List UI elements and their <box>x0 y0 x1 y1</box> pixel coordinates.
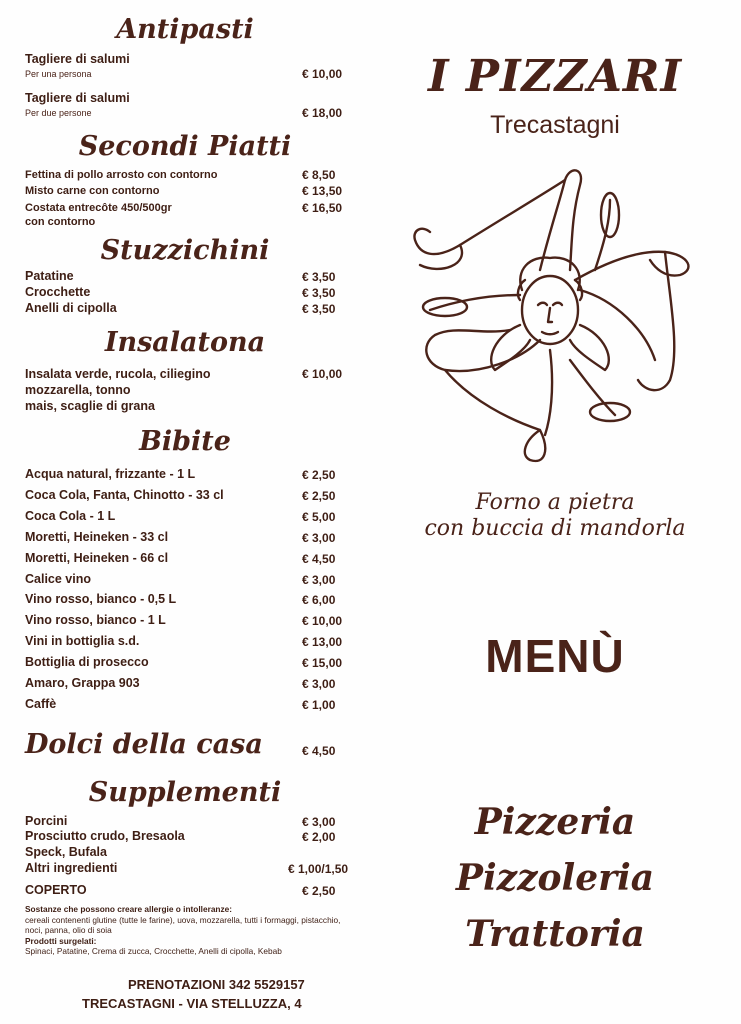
menu-item: Speck, Bufala <box>25 845 107 859</box>
menu-item-continued: mozzarella, tonno <box>25 383 131 397</box>
section-title-supplementi: Supplementi <box>88 777 282 808</box>
drink-price: € 10,00 <box>302 614 343 629</box>
drink-item: Acqua natural, frizzante - 1 L <box>25 467 196 481</box>
section-title-stuzzichini: Stuzzichini <box>100 235 270 266</box>
menu-item: Misto carne con contorno <box>25 185 160 197</box>
drink-price: € 3,00 <box>302 572 336 587</box>
menu-item-note: Per una persona <box>25 69 92 79</box>
town-name: Trecastagni <box>490 111 620 139</box>
drink-price: € 5,00 <box>302 509 336 524</box>
menu-item-price: € 3,00 <box>302 815 336 829</box>
drink-price: € 2,50 <box>302 468 336 482</box>
menu-item-price: € 1,00/1,50 <box>288 862 349 876</box>
drink-price: € 3,00 <box>302 677 336 691</box>
drink-item: Bottiglia di prosecco <box>25 655 149 670</box>
tagline-line2: con buccia di mandorla <box>424 516 686 541</box>
trinacria-icon <box>400 160 700 470</box>
section-title-insalatona: Insalatona <box>104 327 266 358</box>
drink-price: € 1,00 <box>302 697 336 712</box>
menu-item-price: € 16,50 <box>302 201 343 215</box>
coperto-price: € 2,50 <box>302 884 336 898</box>
booking-phone: PRENOTAZIONI 342 5529157 <box>128 977 305 992</box>
drink-price: € 3,00 <box>302 530 336 545</box>
coperto-label: COPERTO <box>25 883 87 897</box>
drink-item: Coca Cola - 1 L <box>25 508 116 523</box>
drink-item: Vino rosso, bianco - 1 L <box>25 613 166 628</box>
menu-item-price: € 13,50 <box>302 184 343 198</box>
menu-item-price: € 18,00 <box>302 106 343 120</box>
drink-item: Moretti, Heineken - 33 cl <box>25 529 169 544</box>
frozen-title: Prodotti surgelati: <box>25 935 97 946</box>
tagline-line1: Forno a pietra <box>475 490 635 515</box>
menu-item-price: € 8,50 <box>302 168 336 182</box>
type-pizzeria: Pizzeria <box>474 801 636 843</box>
type-trattoria: Trattoria <box>465 913 645 955</box>
drink-item: Caffè <box>25 696 57 711</box>
menu-item-price: € 3,50 <box>302 302 336 316</box>
menu-item: Fettina di pollo arrosto con contorno <box>25 169 218 181</box>
menu-item: Costata entrecôte 450/500gr <box>25 202 172 214</box>
section-title-antipasti: Antipasti <box>116 14 254 45</box>
menu-item: Altri ingredienti <box>25 861 118 875</box>
drink-price: € 15,00 <box>302 656 343 671</box>
menu-item: Porcini <box>25 814 68 828</box>
drink-price: € 2,50 <box>302 488 336 503</box>
section-title-secondi: Secondi Piatti <box>78 131 292 162</box>
address: TRECASTAGNI - VIA STELLUZZA, 4 <box>82 996 302 1011</box>
menu-item: Insalata verde, rucola, ciliegino <box>25 367 211 381</box>
drink-item: Calice vino <box>25 571 91 586</box>
drink-item: Vini in bottiglia s.d. <box>25 634 140 649</box>
menu-item-continued: con contorno <box>25 216 96 228</box>
menu-item: Anelli di cipolla <box>25 301 117 315</box>
type-pizzoleria: Pizzoleria <box>455 857 655 899</box>
allergen-notice <box>25 904 355 957</box>
drink-item: Vino rosso, bianco - 0,5 L <box>25 592 177 607</box>
drink-item: Coca Cola, Fanta, Chinotto - 33 cl <box>25 487 224 502</box>
menu-item-price: € 3,50 <box>302 270 336 284</box>
menu-item-price: € 3,50 <box>302 286 336 300</box>
section-title-dolci: Dolci della casa <box>25 729 263 760</box>
allergen-title: Sostanze che possono creare allergie o intolleranze: <box>25 904 233 914</box>
menu-item-price: € 4,50 <box>302 744 336 758</box>
section-title-bibite: Bibite <box>139 426 231 457</box>
menu-item: Patatine <box>25 269 74 283</box>
menu-item: Crocchette <box>25 285 91 299</box>
restaurant-name: I PIZZARI <box>427 51 683 102</box>
menu-item-price: € 10,00 <box>302 67 343 81</box>
drink-price: € 6,00 <box>302 593 336 608</box>
drink-item: Moretti, Heineken - 66 cl <box>25 550 169 565</box>
frozen-text: Spinaci, Patatine, Crema di zucca, Crocchette, Anelli di cipolla, Kebab <box>25 946 282 956</box>
menu-item: Tagliere di salumi <box>25 52 130 66</box>
drink-item: Amaro, Grappa 903 <box>25 676 140 690</box>
menu-item: Tagliere di salumi <box>25 91 130 105</box>
allergen-text: cereali contenenti glutine (tutte le farine), uova, mozzarella, tutti i formaggi, pistacchio, noci, panna, olio di soia <box>25 914 341 935</box>
menu-item: Prosciutto crudo, Bresaola <box>25 829 185 843</box>
drink-price: € 13,00 <box>302 635 343 650</box>
menu-item-price: € 2,00 <box>302 830 336 844</box>
drink-price: € 4,50 <box>302 551 336 566</box>
menu-item-continued: mais, scaglie di grana <box>25 399 155 413</box>
menu-item-price: € 10,00 <box>302 367 343 381</box>
menu-item-note: Per due persone <box>25 108 92 118</box>
menu-heading: MENÙ <box>485 630 625 682</box>
